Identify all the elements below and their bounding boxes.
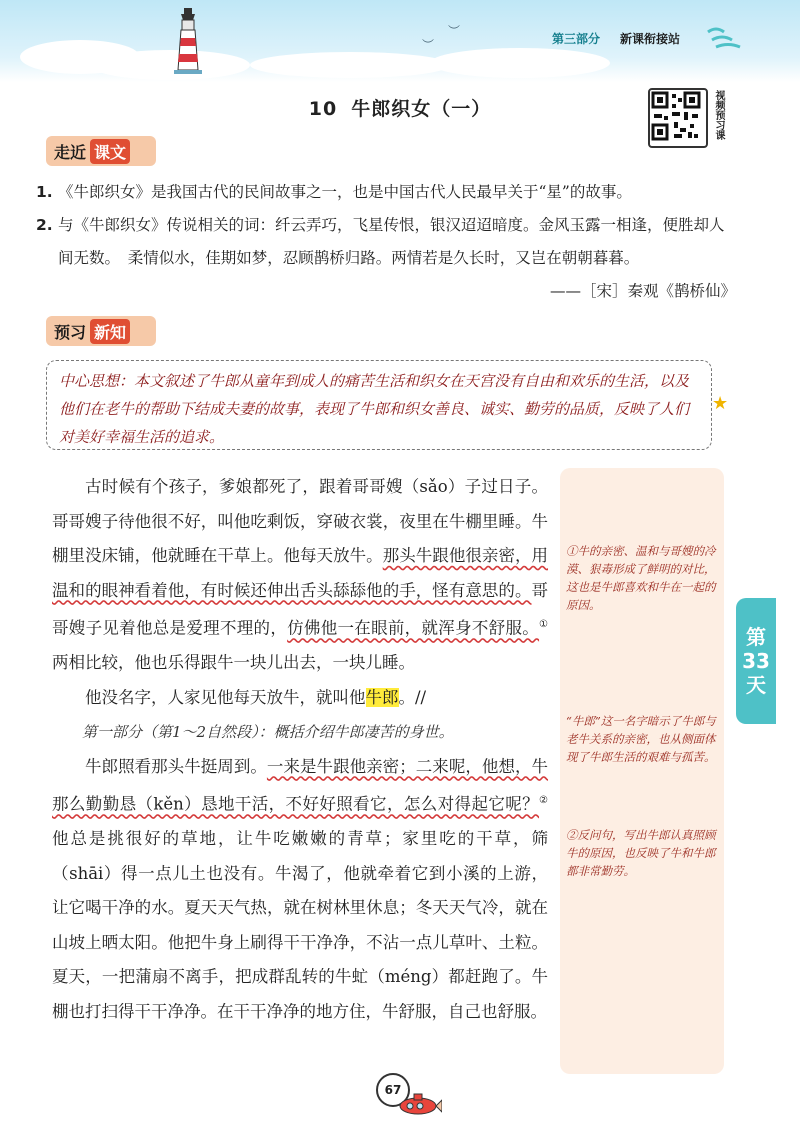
highlighted-text: 牛郎 (365, 687, 399, 707)
lesson-title-text: 牛郎织女（一） (351, 98, 492, 120)
margin-note: ①牛的亲密、温和与哥嫂的冷漠、狠毒形成了鲜明的对比，这也是牛郎喜欢和牛在一起的原因。 (566, 544, 716, 612)
paragraph: 牛郎照看那头牛挺周到。一来是牛跟他亲密；二来呢，他想，牛那么勤勤恳（kěn）恳地干活，不好好照看它，怎么对得起它呢？②他总是挑很好的草地，让牛吃嫩嫩的青草；家里吃的干草，筛（shāi）得一点儿土也没有。牛渴了，他就牵着它到小溪的上游，让它喝干净的水。夏天天气热，就在树林里休息；冬天天气冷，就在山坡上晒太阳。他把牛身上刷得干干净净，不沾一点儿草叶、土粒。夏天，一把蒲扇不离手，把成群乱转的牛虻（méng）都赶跑了。牛棚也打扫得干干净净。在干干净净的地方住，牛舒服，自己也舒服。 (52, 756, 549, 1021)
wavy-underline-text: 一来是牛跟他亲密；二来呢，他想，牛那么勤勤恳（kěn）恳地干活，不好好照看它，怎么对得起它呢？ (52, 756, 549, 814)
qr-label: 视频预习课 (713, 90, 724, 140)
section-badge-intro (48, 138, 130, 164)
badge-intro-part1: 走近 (54, 142, 87, 162)
list-item (36, 209, 736, 275)
poem-source: ——［宋］秦观《鹊桥仙》 (549, 282, 736, 300)
submarine-icon (398, 1090, 442, 1116)
qr-code-icon[interactable] (648, 88, 708, 148)
section-tag: 第三部分 (552, 32, 601, 46)
list-index: 1. (36, 183, 53, 201)
badge-preview-part1: 预习 (54, 322, 87, 342)
star-icon: ★ (712, 393, 729, 414)
list-index: 2. (36, 216, 53, 234)
wavy-underline-text: 那头牛跟他很亲密，用温和的眼神看着他，有时候还伸出舌头舔舔他的手，怪有意思的。 (52, 546, 549, 600)
list-item (36, 176, 736, 209)
annotation-mark: ① (539, 619, 549, 630)
section-name: 新课衔接站 (620, 32, 681, 46)
theme-box: 中心思想：本文叙述了牛郎从童年到成人的痛苦生活和织女在天宫没有自由和欢乐的生活，以及他们在老牛的帮助下结成夫妻的故事，表现了牛郎和织女善良、诚实、勤劳的品质，反映了人们对美好幸福生活的追求。 (46, 360, 712, 450)
list-text: 与《牛郎织女》传说相关的词：纤云弄巧，飞星传恨，银汉迢迢暗度。金风玉露一相逢，便胜却人间无数。 柔情似水，佳期如梦，忍顾鹊桥归路。两情若是久长时，又岂在朝朝暮暮。 (58, 216, 725, 267)
main-text (52, 470, 548, 1029)
section-badge-preview (48, 318, 130, 344)
badge-preview-part2: 新知 (90, 319, 130, 344)
bird-icon: ︶ (422, 38, 435, 52)
day-tab: 第 33 天 (736, 598, 776, 724)
margin-note: “牛郎”这一名字暗示了牛郎与老牛关系的亲密，也从侧面体现了牛郎生活的艰难与孤苦。 (566, 714, 716, 764)
paragraph: 古时候有个孩子，爹娘都死了，跟着哥哥嫂（sǎo）子过日子。哥哥嫂子待他很不好，叫他吃剩饭，穿破衣裳，夜里在牛棚里睡。牛棚里没床铺，他就睡在干草上。他每天放牛。那头牛跟他很亲密，用温和的眼神看着他，有时候还伸出舌头舔舔他的手，怪有意思的。哥哥嫂子见着他总是爱理不理的，仿佛他一在眼前，就浑身不舒服。①两相比较，他也乐得跟牛一块儿出去，一块儿睡。 (52, 477, 549, 672)
part-summary: 第一部分（第1～2自然段）：概括介绍牛郎凄苦的身世。 (82, 723, 454, 741)
paragraph: 他没名字，人家见他每天放牛，就叫他牛郎。// (85, 687, 427, 707)
lesson-number: 10 (308, 98, 338, 120)
bird-icon: ︶ (448, 24, 461, 38)
wavy-underline-text: 仿佛他一在眼前，就浑身不舒服。 (287, 618, 540, 638)
intro-list (36, 176, 736, 308)
annotation-mark: ② (539, 795, 548, 806)
page-number: 67 (376, 1073, 410, 1107)
lighthouse-icon (170, 8, 206, 74)
header-band (0, 0, 800, 82)
badge-intro-part2: 课文 (90, 139, 130, 164)
list-text: 《牛郎织女》是我国古代的民间故事之一，也是中国古代人民最早关于“星”的故事。 (58, 183, 632, 201)
wave-decoration-icon (706, 24, 746, 50)
margin-note: ②反问句，写出牛郎认真照顾牛的原因，也反映了牛和牛郎都非常勤劳。 (566, 828, 716, 878)
